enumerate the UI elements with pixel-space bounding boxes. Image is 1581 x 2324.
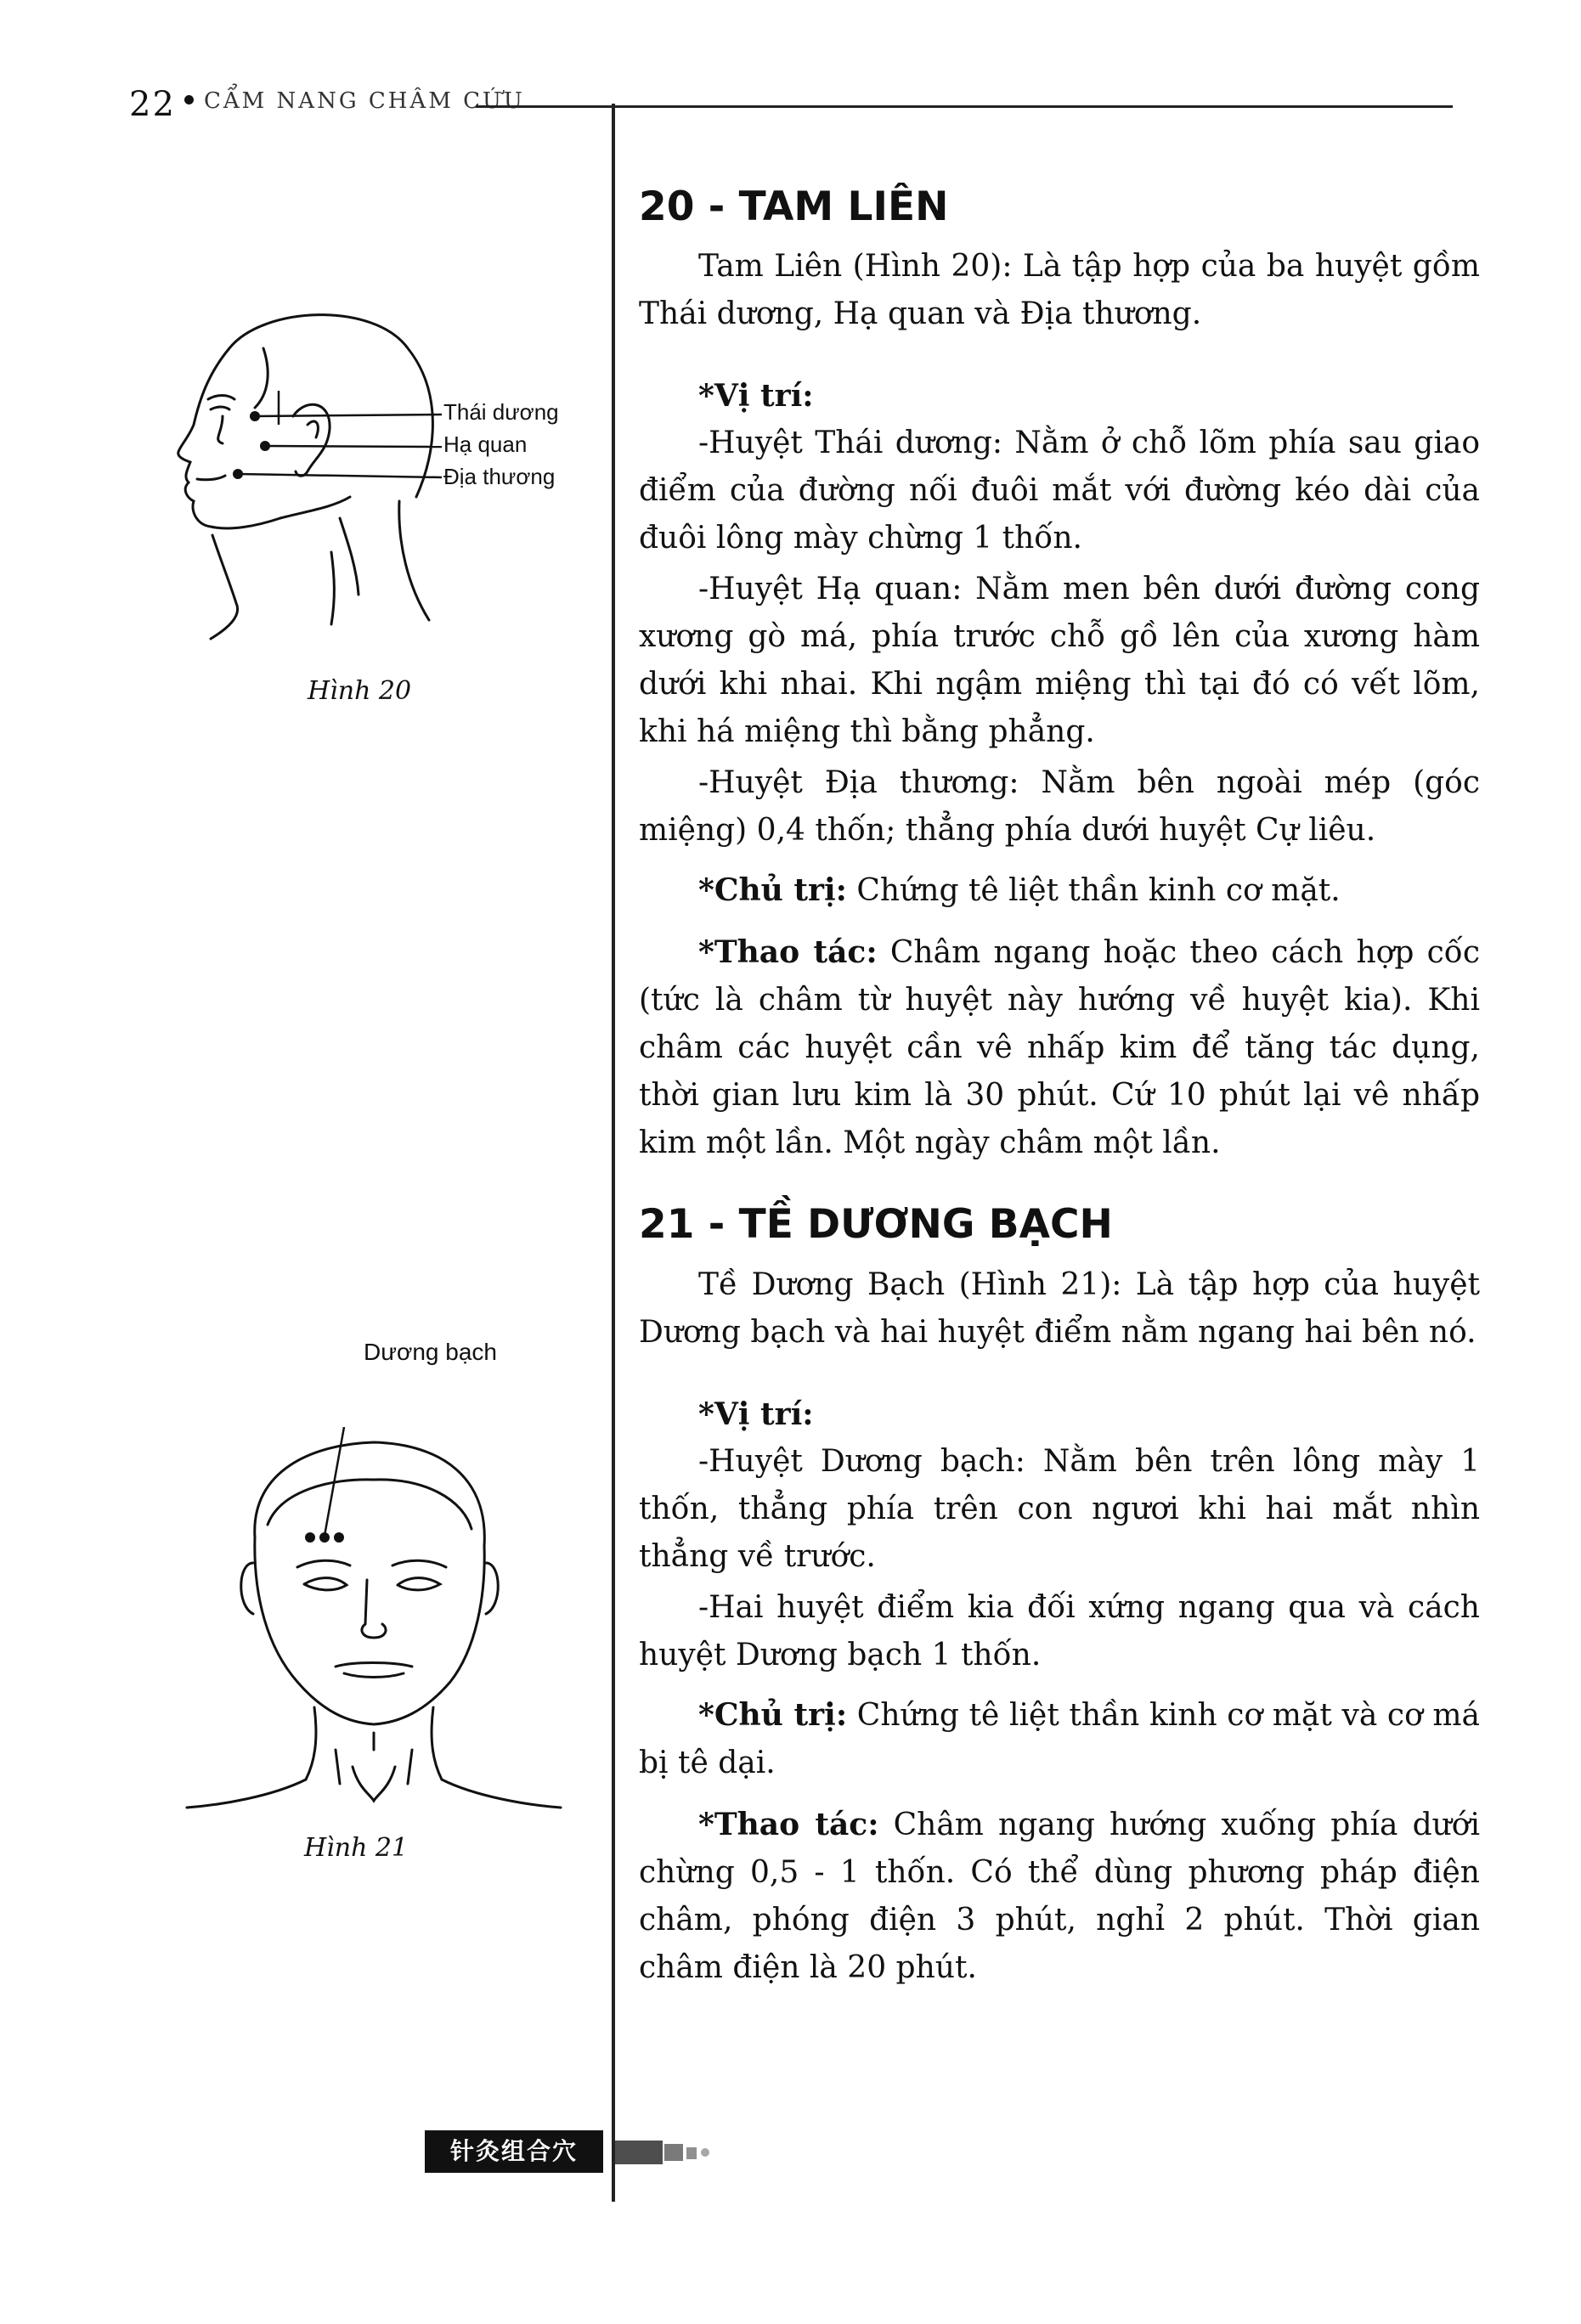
main-text-column xyxy=(639,170,1480,1992)
footer-smudge-decoration xyxy=(612,2134,731,2171)
procedure-paragraph xyxy=(639,928,1480,1167)
indication-label: *Chủ trị: xyxy=(698,1696,848,1733)
position-item: -Huyệt Thái dương: Nằm ở chỗ lõm phía sau giao điểm của đường nối đuôi mắt với đường kéo dài của đuôi lông mày chừng 1 thốn. xyxy=(639,426,1480,556)
section-intro: Tam Liên (Hình 20): Là tập hợp của ba huyệt gồm Thái dương, Hạ quan và Địa thương. xyxy=(639,249,1480,332)
procedure-text: Châm ngang hướng xuống phía dưới chừng 0,5 - 1 thốn. Có thể dùng phương pháp điện châm, phóng điện 3 phút, nghỉ 2 phút. Thời gian châm điện là 20 phút. xyxy=(639,1807,1480,1985)
section-title-te-duong-bach: 21 - TỀ DƯƠNG BẠCH xyxy=(639,1201,1113,1249)
footer-stamp: 针灸组合穴 xyxy=(425,2130,603,2173)
label-thai-duong: Thái dương xyxy=(443,399,559,425)
label-dia-thuong: Địa thương xyxy=(443,464,556,489)
bullet-icon xyxy=(184,95,194,104)
section-title-tam-lien: 20 - TAM LIÊN xyxy=(639,183,949,230)
position-item: -Huyệt Dương bạch: Nằm bên trên lông mày 1 thốn, thẳng phía trên con ngươi khi hai mắt nhìn thẳng về trước. xyxy=(639,1443,1480,1574)
position-heading: *Vị trí: xyxy=(698,378,814,415)
procedure-paragraph xyxy=(639,1801,1480,1992)
indication-label: *Chủ trị: xyxy=(698,872,847,909)
indication-paragraph xyxy=(639,1691,1480,1787)
indication-paragraph xyxy=(639,866,1480,915)
label-ha-quan: Hạ quan xyxy=(443,432,528,457)
page-number: 22 xyxy=(129,85,176,124)
caption-figure-21: Hình 21 xyxy=(304,1833,409,1863)
header-rule xyxy=(476,105,1453,108)
section-intro: Tề Dương Bạch (Hình 21): Là tập hợp của huyệt Dương bạch và hai huyệt điểm nằm ngang hai bên nó. xyxy=(639,1266,1480,1350)
procedure-text: Châm ngang hoặc theo cách hợp cốc (tức là châm từ huyệt này hướng về huyệt kia). Khi châm các huyệt cần vê nhấp kim để tăng tác dụng, thời gian lưu kim là 30 phút. Cứ 10 phút lại vê nhấp kim một lần. Một ngày châm một lần. xyxy=(639,935,1480,1161)
page-header xyxy=(0,0,1581,144)
procedure-label: *Thao tác: xyxy=(698,1806,879,1842)
indication-text: Chứng tê liệt thần kinh cơ mặt và cơ má bị tê dại. xyxy=(639,1697,1481,1780)
position-item: -Hai huyệt điểm kia đối xứng ngang qua và cách huyệt Dương bạch 1 thốn. xyxy=(639,1589,1480,1672)
indication-text: Chứng tê liệt thần kinh cơ mặt. xyxy=(856,873,1341,909)
position-item: -Huyệt Hạ quan: Nằm men bên dưới đường cong xương gò má, phía trước chỗ gồ lên của xương hàm dưới khi nhai. Khi ngậm miệng thì tại đó có vết lõm, khi há miệng thì bằng phẳng. xyxy=(639,572,1480,750)
procedure-label: *Thao tác: xyxy=(698,934,878,971)
figure-21-illustration xyxy=(170,1427,578,1818)
column-divider xyxy=(612,104,615,2202)
book-title: CẨM NANG CHÂM CỨU xyxy=(204,88,525,114)
position-item: -Huyệt Địa thương: Nằm bên ngoài mép (góc miệng) 0,4 thốn; thẳng phía dưới huyệt Cự liêu. xyxy=(639,765,1480,849)
position-heading: *Vị trí: xyxy=(698,1396,814,1432)
caption-figure-20: Hình 20 xyxy=(308,676,412,706)
label-duong-bach: Dương bạch xyxy=(364,1339,497,1365)
